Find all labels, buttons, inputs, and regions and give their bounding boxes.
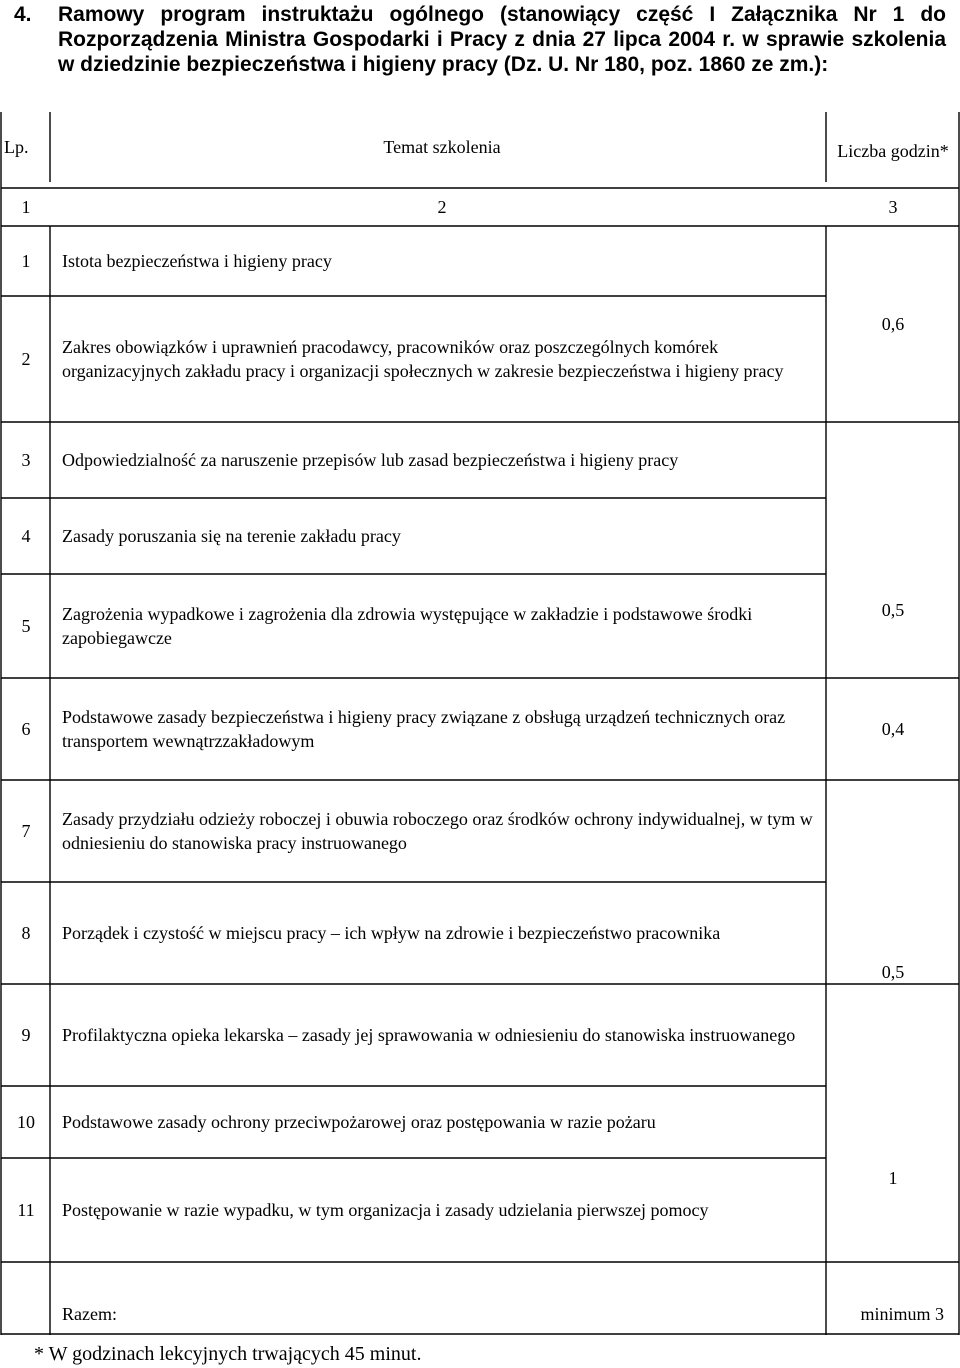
row-5-topic: Zagrożenia wypadkowe i zagrożenia dla zdrowia występujące w zakładzie i podstawowe środki zapobiegawcze	[62, 604, 753, 648]
row-10-lp: 10	[17, 1112, 35, 1132]
row-2-lp: 2	[21, 349, 31, 369]
row-7-topic: Zasady przydziału odzieży roboczej i obuwia roboczego oraz środków ochrony indywidualnej, w tym w odniesieniu do stanowiska pracy instruowanego	[62, 809, 813, 853]
total-label: Razem:	[62, 1304, 117, 1324]
row-9-topic: Profilaktyczna opieka lekarska – zasady jej sprawowania w odniesieniu do stanowiska instruowanego	[62, 1025, 796, 1045]
heading-line1: Ramowy program instruktażu ogólnego (stanowiący część I Załącznika Nr 1 do	[58, 3, 946, 26]
row-4-lp: 4	[21, 526, 31, 546]
heading-number: 4.	[14, 3, 32, 26]
row-3-topic: Odpowiedzialność za naruszenie przepisów lub zasad bezpieczeństwa i higieny pracy	[62, 450, 679, 470]
row-4-topic: Zasady poruszania się na terenie zakładu pracy	[62, 526, 401, 546]
row-10-topic: Podstawowe zasady ochrony przeciwpożarowej oraz postępowania w razie pożaru	[62, 1112, 656, 1132]
column-number-2: 2	[437, 197, 447, 217]
hours-rows-3-5: 0,5	[881, 600, 905, 620]
heading-rest: Rozporządzenia Ministra Gospodarki i Pracy z dnia 27 lipca 2004 r. w sprawie szkolenia w dziedzinie bezpieczeństwa i higieny pracy (Dz. U. Nr 180, poz. 1860 ze zm.):	[58, 28, 946, 76]
column-number-1: 1	[21, 197, 31, 217]
hours-rows-1-2: 0,6	[881, 314, 905, 334]
row-8-topic: Porządek i czystość w miejscu pracy – ich wpływ na zdrowie i bezpieczeństwo pracownika	[62, 923, 721, 943]
header-topic: Temat szkolenia	[383, 137, 501, 157]
footnote: * W godzinach lekcyjnych trwających 45 minut.	[34, 1343, 422, 1365]
row-1-topic: Istota bezpieczeństwa i higieny pracy	[62, 251, 332, 271]
hours-row-6: 0,4	[881, 719, 905, 739]
header-hours: Liczba godzin*	[837, 141, 949, 161]
row-2-topic: Zakres obowiązków i uprawnień pracodawcy, pracowników oraz poszczególnych komórek organizacyjnych zakładu pracy i organizacji społecznych w zakresie bezpieczeństwa i higieny pracy	[62, 337, 784, 381]
total-value: minimum 3	[860, 1304, 944, 1324]
row-6-lp: 6	[21, 719, 31, 739]
row-6-topic: Podstawowe zasady bezpieczeństwa i higieny pracy związane z obsługą urządzeń technicznych oraz transportem wewnątrzzakładowym	[62, 707, 786, 751]
row-8-lp: 8	[21, 923, 31, 943]
row-1-lp: 1	[21, 251, 31, 271]
row-11-topic: Postępowanie w razie wypadku, w tym organizacja i zasady udzielania pierwszej pomocy	[62, 1200, 709, 1220]
hours-rows-9-11: 1	[888, 1168, 898, 1188]
row-3-lp: 3	[21, 450, 31, 470]
document-heading	[14, 2, 946, 77]
row-11-lp: 11	[17, 1200, 35, 1220]
hours-rows-7-8: 0,5	[881, 962, 905, 982]
row-5-lp: 5	[21, 616, 31, 636]
training-table	[0, 112, 960, 1335]
row-7-lp: 7	[21, 821, 31, 841]
column-number-3: 3	[888, 197, 898, 217]
row-9-lp: 9	[21, 1025, 31, 1045]
header-lp: Lp.	[4, 137, 29, 157]
